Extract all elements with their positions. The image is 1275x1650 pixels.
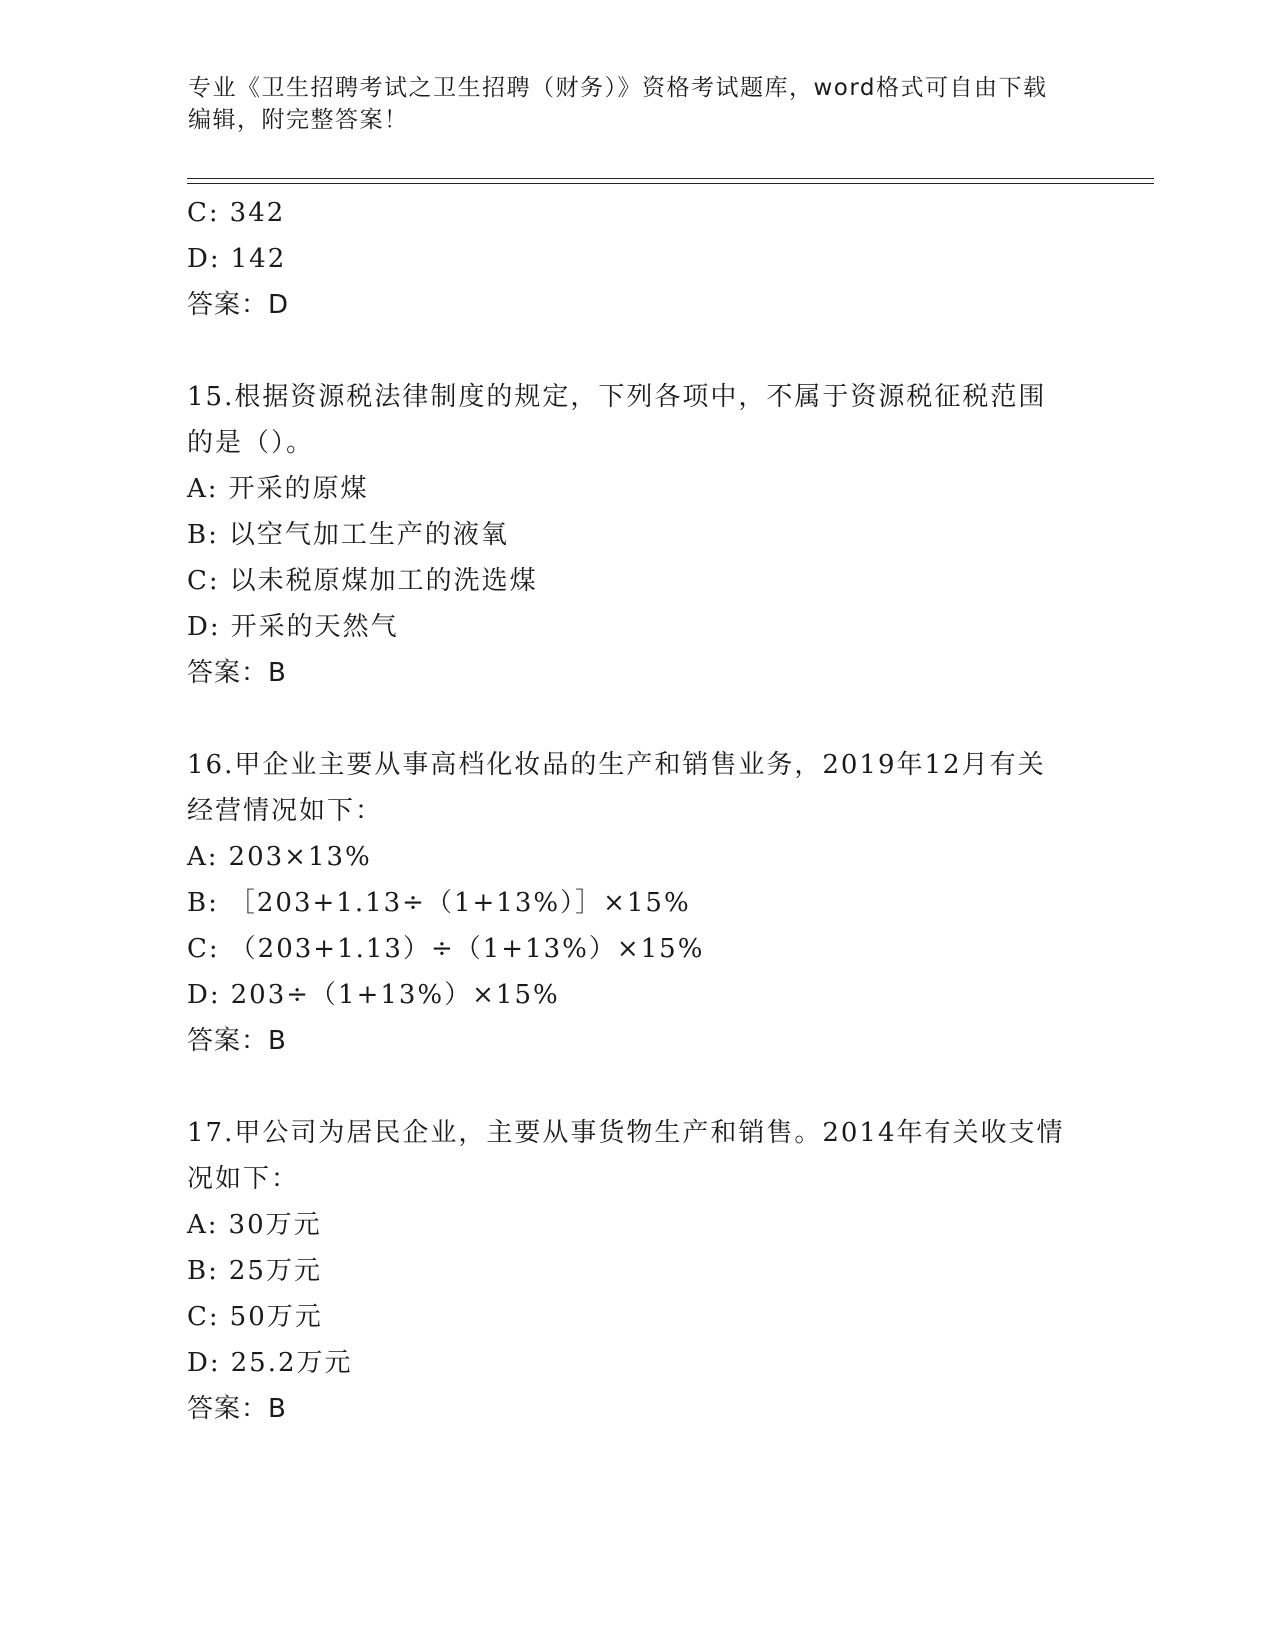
answer-line: 答案：B <box>187 658 287 688</box>
option-line <box>187 880 1087 926</box>
option-label: A: <box>187 842 219 872</box>
option-line <box>187 1202 1087 1248</box>
question-15 <box>187 374 1087 696</box>
option-line <box>187 926 1087 972</box>
question-continued <box>187 190 1087 328</box>
document-header <box>188 72 1088 136</box>
option-text: 342 <box>229 198 286 228</box>
question-stem: 况如下： <box>187 1164 300 1194</box>
option-line <box>187 190 1087 236</box>
option-text: （203+1.13）÷（1+13%）×15% <box>229 934 705 964</box>
option-text: 142 <box>230 244 287 274</box>
option-line <box>187 972 1087 1018</box>
option-text: 开采的天然气 <box>230 612 399 642</box>
question-list <box>187 190 1087 1432</box>
option-text: 开采的原煤 <box>228 474 369 504</box>
option-label: C: <box>187 934 220 964</box>
option-text: 以空气加工生产的液氧 <box>228 520 509 550</box>
option-label: B: <box>187 888 219 918</box>
option-text: 以未税原煤加工的洗选煤 <box>229 566 538 596</box>
option-line <box>187 466 1087 512</box>
spacer <box>187 328 1087 374</box>
option-label: D: <box>187 244 221 274</box>
option-label: D: <box>187 980 221 1010</box>
option-text: 50万元 <box>229 1302 323 1332</box>
question-17 <box>187 1110 1087 1432</box>
option-line <box>187 1294 1087 1340</box>
option-text: 25万元 <box>228 1256 322 1286</box>
question-16 <box>187 742 1087 1064</box>
option-label: B: <box>187 1256 219 1286</box>
header-line: 专业《卫生招聘考试之卫生招聘（财务）》资格考试题库，word格式可自由下载 <box>188 75 1048 101</box>
option-line <box>187 1340 1087 1386</box>
option-label: A: <box>187 1210 219 1240</box>
question-stem: 15.根据资源税法律制度的规定，下列各项中，不属于资源税征税范围 <box>187 382 1047 412</box>
question-stem: 经营情况如下： <box>187 796 384 826</box>
header-divider <box>187 178 1154 179</box>
option-label: B: <box>187 520 219 550</box>
option-label: A: <box>187 474 219 504</box>
option-line <box>187 236 1087 282</box>
spacer <box>187 696 1087 742</box>
option-text: 203÷（1+13%）×15% <box>230 980 560 1010</box>
answer-line: 答案：D <box>187 290 290 320</box>
spacer <box>187 1064 1087 1110</box>
option-text: 25.2万元 <box>230 1348 353 1378</box>
option-label: D: <box>187 612 221 642</box>
question-stem: 16.甲企业主要从事高档化妆品的生产和销售业务，2019年12月有关 <box>187 750 1046 780</box>
answer-line: 答案：B <box>187 1394 287 1424</box>
header-line: 编辑，附完整答案！ <box>188 107 409 133</box>
option-line <box>187 604 1087 650</box>
option-line <box>187 558 1087 604</box>
question-stem: 17.甲公司为居民企业，主要从事货物生产和销售。2014年有关收支情 <box>187 1118 1065 1148</box>
option-line <box>187 1248 1087 1294</box>
question-stem: 的是（）。 <box>187 428 315 458</box>
option-label: D: <box>187 1348 221 1378</box>
option-text: 30万元 <box>228 1210 322 1240</box>
header-divider <box>187 183 1154 184</box>
option-label: C: <box>187 198 220 228</box>
option-label: C: <box>187 1302 220 1332</box>
answer-line: 答案：B <box>187 1026 287 1056</box>
option-text: ［203+1.13÷（1+13%）］×15% <box>228 888 691 918</box>
option-line <box>187 512 1087 558</box>
option-text: 203×13% <box>228 842 372 872</box>
option-line <box>187 834 1087 880</box>
option-label: C: <box>187 566 220 596</box>
